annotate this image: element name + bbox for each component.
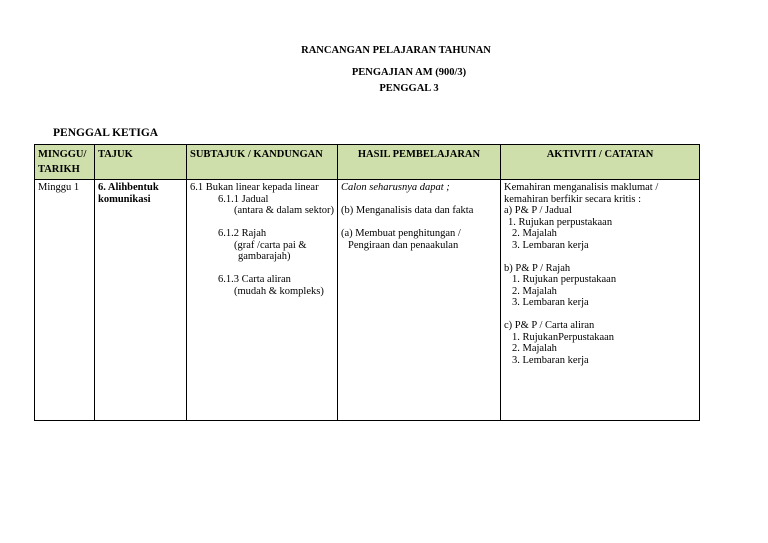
outcome-line: Calon seharusnya dapat ; (341, 182, 450, 193)
activity-line: 3. Lembaran kerja (512, 239, 589, 251)
column-header-aktiviti: AKTIVITI / CATATAN (501, 145, 700, 180)
activity-line: 1. Rujukan perpustakaan (508, 216, 613, 228)
subtopic-line: 6.1 Bukan linear kepada linear (190, 182, 319, 193)
section-title: PENGGAL KETIGA (53, 127, 159, 139)
subtopic-line: (antara & dalam sektor) (234, 205, 334, 216)
subtopic-line: 6.1.2 Rajah (218, 228, 267, 239)
activity-line: a) P& P / Jadual (504, 205, 572, 216)
outcome-line: (a) Membuat penghitungan / (341, 228, 461, 239)
cell-tajuk (95, 180, 187, 421)
column-header-subtajuk: SUBTAJUK / KANDUNGAN (187, 145, 338, 180)
subject-title: PENGAJIAN AM (900/3) (351, 67, 467, 78)
cell-aktiviti (501, 180, 700, 421)
lesson-plan-table (34, 144, 700, 421)
document-title: RANCANGAN PELAJARAN TAHUNAN (301, 45, 491, 56)
cell-hasil (338, 180, 501, 421)
subtopic-line: (mudah & kompleks) (234, 285, 324, 297)
table-row (35, 180, 700, 421)
activity-line: 3. Lembaran kerja (512, 354, 589, 366)
subtopic-line: gambarajah) (238, 251, 291, 262)
activity-line: c) P& P / Carta aliran (504, 320, 595, 331)
term-title: PENGGAL 3 (379, 83, 439, 94)
subtopic-line: (graf /carta pai & (234, 239, 307, 251)
column-header-hasil: HASIL PEMBELAJARAN (338, 145, 501, 180)
outcome-line: Pengiraan dan penaakulan (348, 239, 459, 251)
outcome-line: (b) Menganalisis data dan fakta (341, 205, 474, 216)
activity-line: kemahiran berfikir secara kritis : (504, 193, 642, 205)
topic-line: 6. Alihbentuk (98, 182, 159, 193)
topic-line: komunikasi (98, 193, 151, 205)
activity-line: b) P& P / Rajah (504, 262, 571, 274)
activity-line: 3. Lembaran kerja (512, 297, 589, 308)
activity-line: 1. RujukanPerpustakaan (512, 331, 615, 343)
column-header-minggu: MINGGU/ TARIKH (35, 145, 95, 180)
column-header-tajuk: TAJUK (95, 145, 187, 180)
activity-line: 2. Majalah (512, 285, 557, 297)
activity-line: 2. Majalah (512, 343, 557, 354)
cell-minggu (35, 180, 95, 421)
activity-line: Kemahiran menganalisis maklumat / (504, 182, 659, 193)
activity-line: 1. Rujukan perpustakaan (512, 274, 617, 285)
cell-subtajuk (187, 180, 338, 421)
activity-line: 2. Majalah (512, 228, 557, 239)
subtopic-line: 6.1.1 Jadual (218, 193, 269, 205)
subtopic-line: 6.1.3 Carta aliran (218, 274, 291, 285)
week-label: Minggu 1 (38, 182, 80, 193)
table-header-row (35, 145, 700, 180)
